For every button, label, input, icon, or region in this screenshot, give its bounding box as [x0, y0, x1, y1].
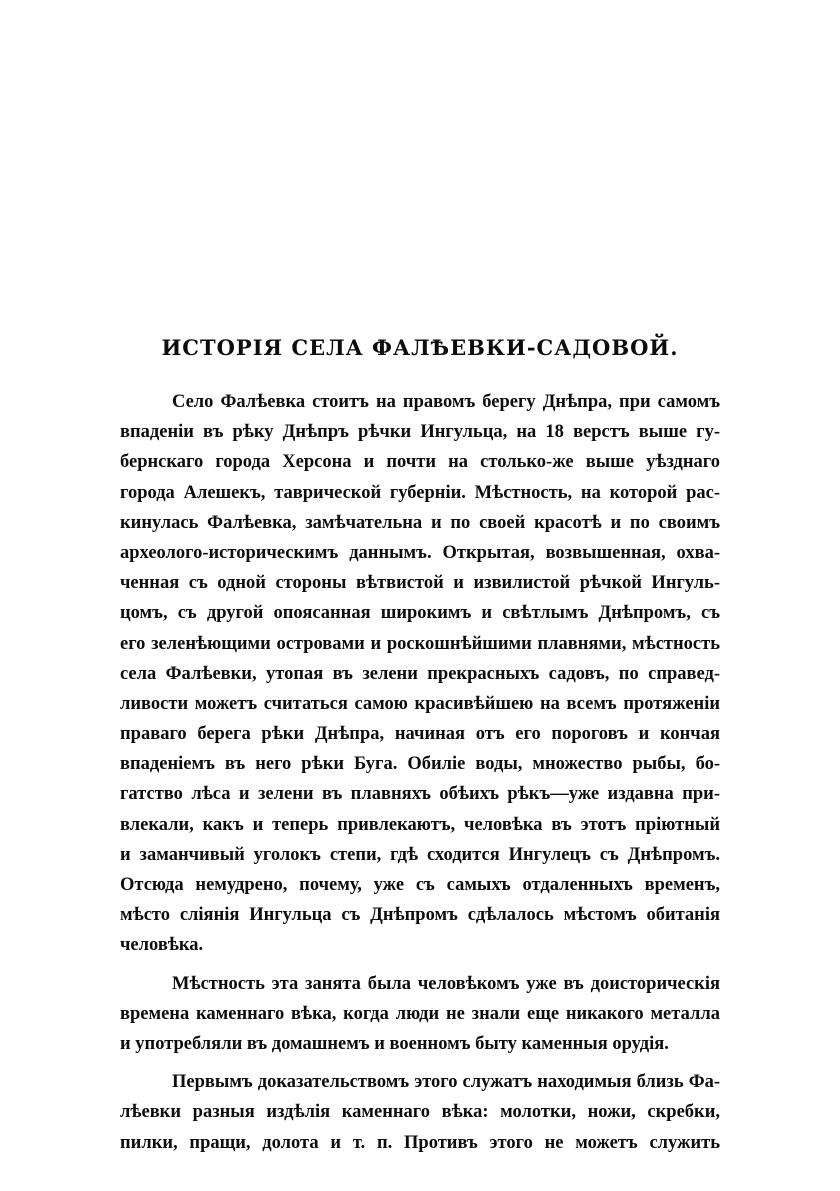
text-line: Отсюда немудрено, почему, уже съ самыхъ отдаленныхъ временъ, — [120, 875, 720, 895]
text-line: мѣсто слiянія Ингульца съ Днѣпромъ сдѣлалось мѣстомъ обитанія — [120, 905, 720, 926]
text-line: археолого-историческимъ даннымъ. Открытая, возвышенная, охва- — [120, 542, 720, 563]
paragraph-3 — [120, 1067, 720, 1158]
text-line: ливости можетъ считаться самою красивѣйшею на всемъ протяженіи — [120, 693, 720, 714]
paragraph-2 — [120, 969, 720, 1060]
paragraph-1 — [120, 387, 720, 961]
text-line: цомъ, съ другой опоясанная широкимъ и свѣтлымъ Днѣпромъ, съ — [120, 603, 720, 624]
text-line: впаденіи въ рѣку Днѣпръ рѣчки Ингульца, на 18 верстъ выше гу- — [120, 422, 720, 443]
text-line: города Алешекъ, таврической губерніи. Мѣстность, на которой рас- — [120, 482, 720, 503]
text-line: пилки, пращи, долота и т. п. Противъ этого не можетъ служить — [120, 1132, 720, 1153]
text-line: его зеленѣющими островами и роскошнѣйшими плавнями, мѣстность — [120, 633, 720, 654]
text-line: ченная съ одной стороны вѣтвистой и извилистой рѣчкой Ингуль- — [120, 573, 720, 594]
page-body — [120, 330, 720, 1166]
text-line: влекали, какъ и теперь привлекаютъ, человѣка въ этотъ пріютный — [120, 814, 720, 835]
text-line: бернскаго города Херсона и почти на столько-же выше уѣзднаго — [120, 452, 720, 473]
text-line: времена каменнаго вѣка, когда люди не знали еще никакого металла — [120, 1003, 720, 1024]
text-line: Село Фалѣевка стоитъ на правомъ берегу Днѣпра, при самомъ — [172, 392, 720, 412]
text-line: Мѣстность эта занята была человѣкомъ уже въ доисторическія — [172, 973, 720, 994]
text-line: Первымъ доказательствомъ этого служатъ находимыя близь Фа- — [172, 1072, 720, 1093]
text-line: гатство лѣса и зелени въ плавняхъ обѣихъ рѣкъ—уже издавна при- — [120, 784, 720, 805]
text-line: и заманчивый уголокъ степи, гдѣ сходится Ингулецъ съ Днѣпромъ. — [120, 844, 720, 865]
text-line: кинулась Фалѣевка, замѣчательна и по своей красотѣ и по своимъ — [120, 512, 720, 533]
text-line: праваго берега рѣки Днѣпра, начиная отъ его пороговъ и кончая — [120, 724, 720, 745]
text-line: впаденіемъ въ него рѣки Буга. Обиліе воды, множество рыбы, бо- — [120, 754, 720, 775]
text-line: человѣка. — [120, 935, 204, 956]
text-line: и употребляли въ домашнемъ и военномъ быту каменныя орудія. — [120, 1033, 669, 1054]
page-title: ИСТОРІЯ СЕЛА ФАЛѢЕВКИ-САДОВОЙ. — [161, 335, 679, 360]
text-line: лѣевки разныя издѣлія каменнаго вѣка: молотки, ножи, скребки, — [120, 1102, 720, 1123]
text-line: села Фалѣевки, утопая въ зелени прекрасныхъ садовъ, по справед- — [120, 663, 720, 684]
